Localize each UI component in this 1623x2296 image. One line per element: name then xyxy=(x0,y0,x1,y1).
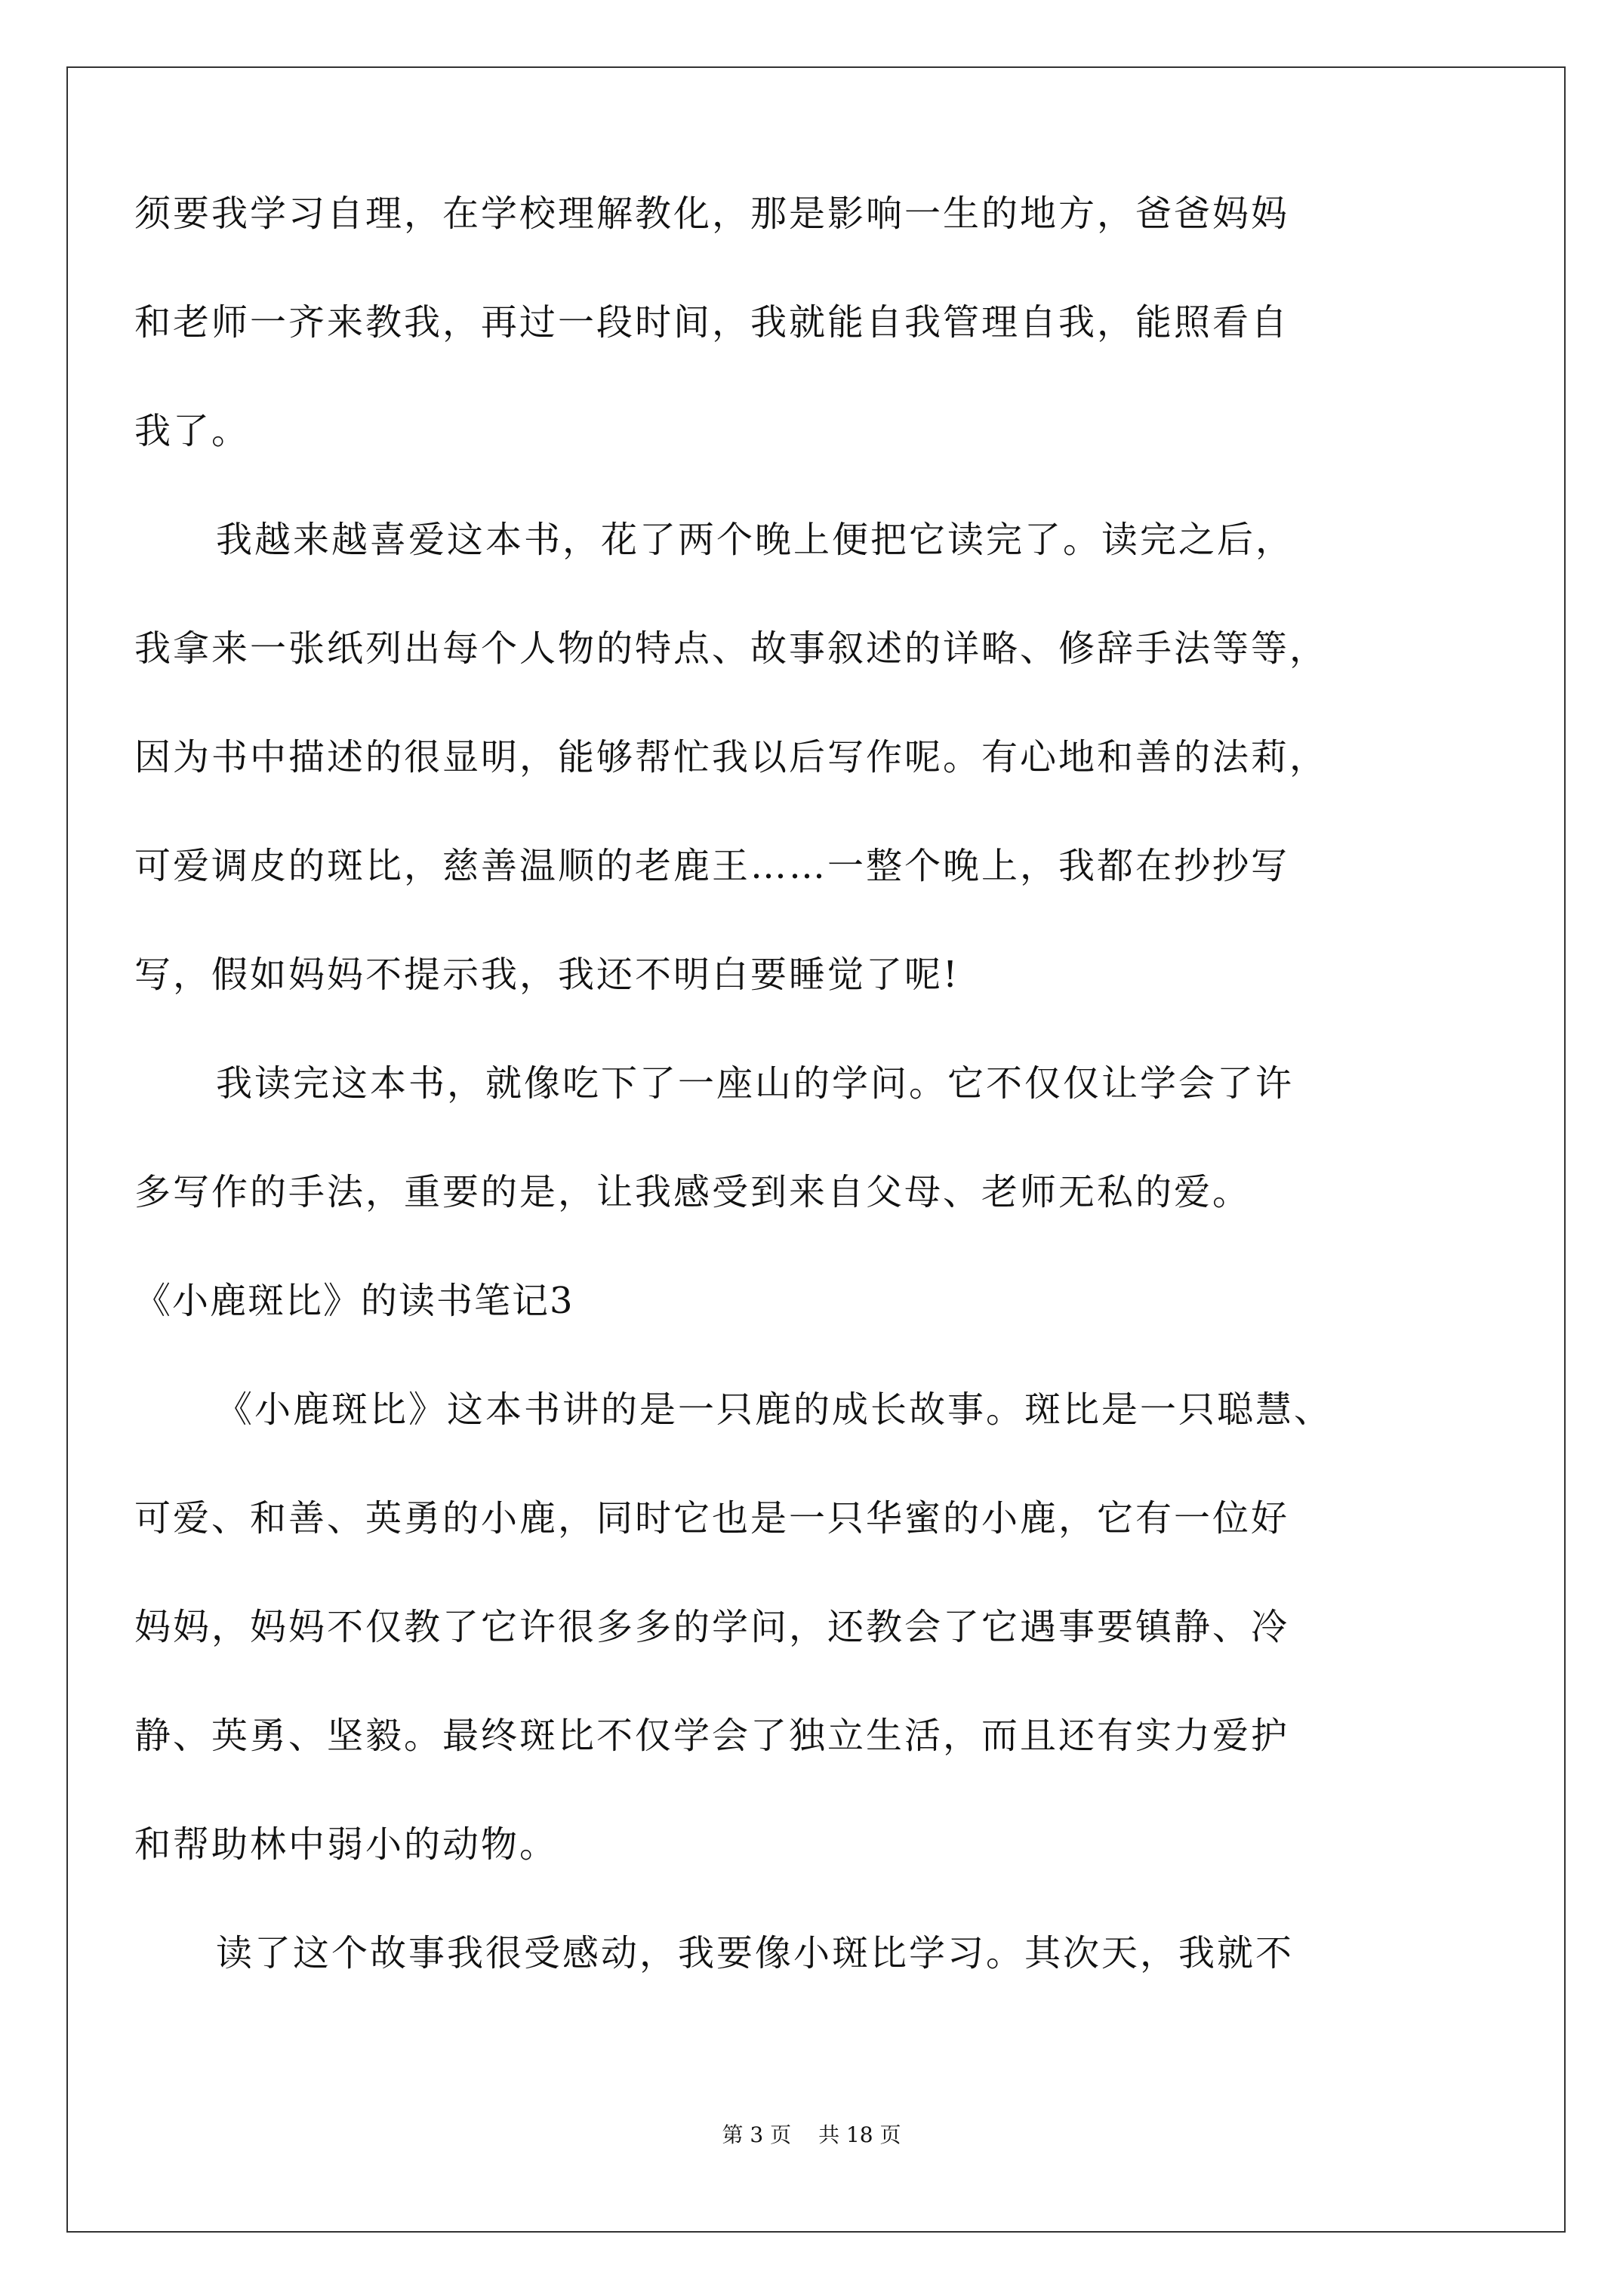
paragraph-start: 我越来越喜爱这本书，花了两个晚上便把它读完了。读完之后， xyxy=(216,519,1295,561)
page-total: 共 18 页 xyxy=(818,2122,901,2147)
text-line: 我拿来一张纸列出每个人物的特点、故事叙述的详略、修辞手法等等， xyxy=(134,627,1329,670)
text-line: 因为书中描述的很显明，能够帮忙我以后写作呢。有心地和善的法莉， xyxy=(134,736,1329,778)
text-line: 须要我学习自理，在学校理解教化，那是影响一生的地方，爸爸妈妈 xyxy=(134,193,1290,235)
paragraph-start: 我读完这本书，就像吃下了一座山的学问。它不仅仅让学会了许 xyxy=(216,1062,1295,1105)
text-line: 写，假如妈妈不提示我，我还不明白要睡觉了呢! xyxy=(134,954,960,996)
text-line: 妈妈，妈妈不仅教了它许很多多的学问，还教会了它遇事要镇静、冷 xyxy=(134,1606,1290,1648)
text-line: 多写作的手法，重要的是，让我感受到来自父母、老师无私的爱。 xyxy=(134,1171,1252,1213)
text-line: 可爱调皮的斑比，慈善温顺的老鹿王……一整个晚上，我都在抄抄写 xyxy=(134,845,1290,887)
text-line: 静、英勇、坚毅。最终斑比不仅学会了独立生活，而且还有实力爱护 xyxy=(134,1715,1290,1757)
text-line: 可爱、和善、英勇的小鹿，同时它也是一只华蜜的小鹿，它有一位好 xyxy=(134,1497,1290,1539)
paragraph-start: 读了这个故事我很受感动，我要像小斑比学习。其次天，我就不 xyxy=(216,1932,1295,1974)
paragraph-start: 《小鹿斑比》这本书讲的是一只鹿的成长故事。斑比是一只聪慧、 xyxy=(216,1388,1333,1431)
page-number: 第 3 页 xyxy=(722,2122,792,2147)
text-line: 和帮助林中弱小的动物。 xyxy=(134,1823,559,1866)
page-footer xyxy=(0,2120,1623,2150)
text-line: 我了。 xyxy=(134,410,251,452)
page-border xyxy=(66,66,1566,2233)
text-line: 和老师一齐来教我，再过一段时间，我就能自我管理自我，能照看自 xyxy=(134,301,1290,344)
section-heading: 《小鹿斑比》的读书笔记3 xyxy=(134,1280,574,1322)
